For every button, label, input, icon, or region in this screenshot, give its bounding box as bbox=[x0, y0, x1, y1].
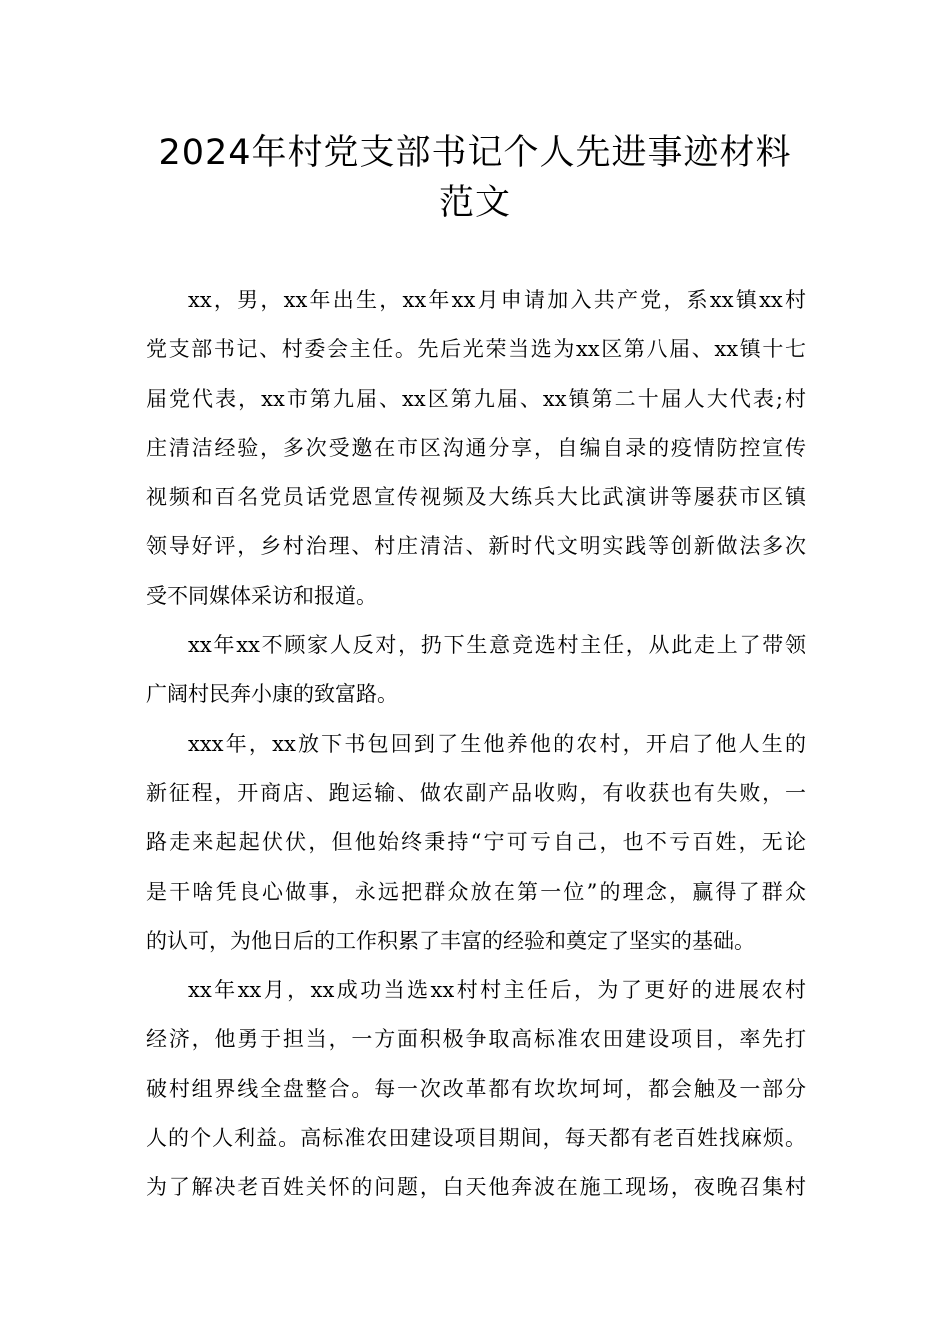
paragraph-1-line-3: 届党代表，xx市第九届、xx区第九届、xx镇第二十届人大代表;村 bbox=[146, 386, 806, 411]
paragraph-4-line-5: 为了解决老百姓关怀的问题，白天他奔波在施工现场，夜晚召集村 bbox=[146, 1175, 806, 1200]
paragraph-2-line-1: xx年xx不顾家人反对，扔下生意竞选村主任，从此走上了带领 bbox=[188, 633, 806, 658]
document-title bbox=[110, 128, 840, 228]
paragraph-3-line-2: 新征程，开商店、跑运输、做农副产品收购，有收获也有失败，一 bbox=[146, 780, 806, 805]
paragraph-3-line-5: 的认可，为他日后的工作积累了丰富的经验和奠定了坚实的基础。 bbox=[146, 928, 755, 953]
paragraph-1-line-7: 受不同媒体采访和报道。 bbox=[146, 583, 377, 608]
paragraph-1-line-2: 党支部书记、村委会主任。先后光荣当选为xx区第八届、xx镇十七 bbox=[146, 337, 806, 362]
paragraph-1-line-1: xx，男，xx年出生，xx年xx月申请加入共产党，系xx镇xx村 bbox=[188, 288, 806, 312]
paragraph-3-line-3: 路走来起起伏伏，但他始终秉持“宁可亏自己，也不亏百姓，无论 bbox=[146, 830, 806, 855]
paragraph-3-line-4: 是干啥凭良心做事，永远把群众放在第一位”的理念，赢得了群众 bbox=[146, 879, 806, 904]
paragraph-1-line-4: 庄清洁经验，多次受邀在市区沟通分享，自编自录的疫情防控宣传 bbox=[146, 435, 806, 460]
paragraph-1-line-5: 视频和百名党员话党恩宣传视频及大练兵大比武演讲等屡获市区镇 bbox=[146, 485, 806, 510]
paragraph-4-line-3: 破村组界线全盘整合。每一次改革都有坎坎坷坷，都会触及一部分 bbox=[146, 1076, 806, 1101]
document-body bbox=[146, 276, 806, 1213]
title-line-2: 范文 bbox=[438, 183, 511, 223]
paragraph-4-line-2: 经济，他勇于担当，一方面积极争取高标准农田建设项目，率先打 bbox=[146, 1027, 806, 1052]
paragraph-4-line-4: 人的个人利益。高标准农田建设项目期间，每天都有老百姓找麻烦。 bbox=[146, 1126, 806, 1151]
paragraph-4-line-1: xx年xx月，xx成功当选xx村村主任后，为了更好的进展农村 bbox=[188, 978, 806, 1003]
paragraph-3-line-1: xxx年，xx放下书包回到了生他养他的农村，开启了他人生的 bbox=[188, 731, 806, 756]
title-line-1: 2024年村党支部书记个人先进事迹材料 bbox=[158, 133, 792, 173]
paragraph-1-line-6: 领导好评，乡村治理、村庄清洁、新时代文明实践等创新做法多次 bbox=[146, 534, 806, 559]
paragraph-2-line-2: 广阔村民奔小康的致富路。 bbox=[146, 682, 398, 707]
